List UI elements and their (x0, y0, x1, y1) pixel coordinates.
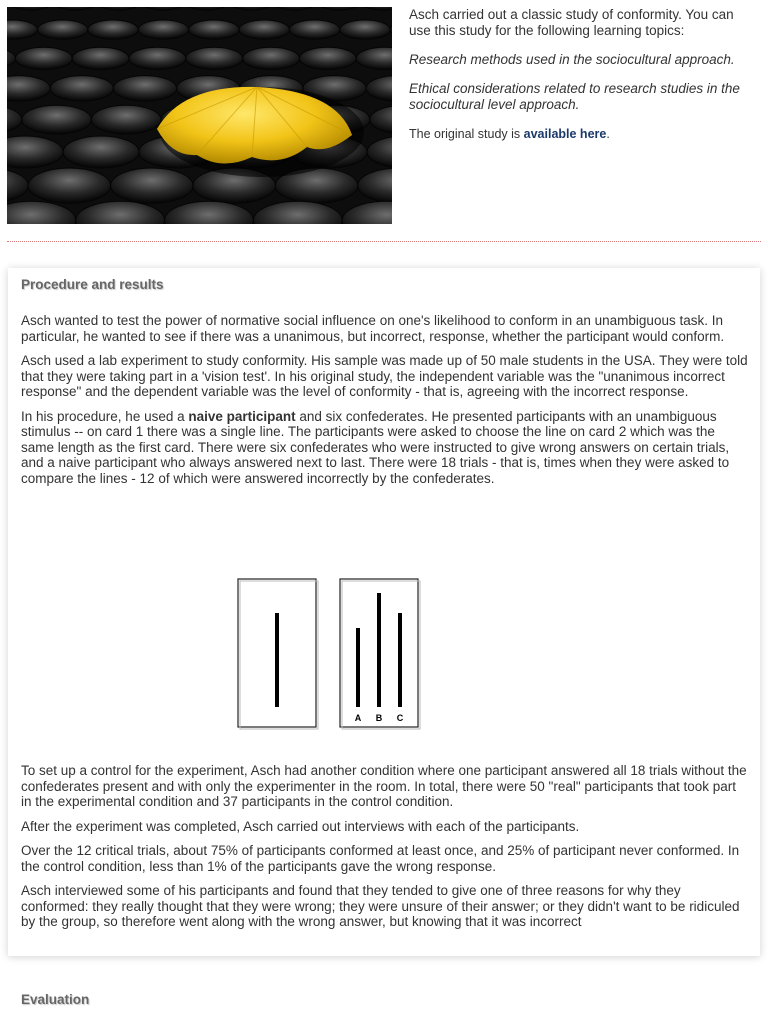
hero-image-umbrellas (7, 7, 392, 224)
black-umbrella (239, 20, 289, 39)
black-umbrella (340, 20, 390, 39)
original-study-link[interactable]: available here (523, 127, 607, 141)
black-umbrella (28, 168, 110, 203)
black-umbrella (138, 20, 188, 39)
black-umbrella (243, 47, 300, 69)
black-umbrella (63, 136, 139, 168)
label-c: C (396, 713, 404, 723)
black-umbrella (129, 47, 186, 69)
learning-topic-1: Research methods used in the sociocultural approach. (409, 52, 735, 67)
naive-participant-term: naive participant (188, 408, 296, 424)
procedure-paragraph-7: Asch interviewed some of his participants and found that they tended to give one of three reasons for why they conformed: they really thought that they were wrong; they were unsure of their answer; or they didn't want to be ridiculed by the group, so therefore went along with the wrong answer, but knowing that it was incorrect (21, 883, 740, 929)
black-umbrella (299, 47, 356, 69)
procedure-paragraph-6: Over the 12 critical trials, about 75% of participants conformed at least once, and 25% of participant never conformed. In the control condition, less than 1% of the participants gave the wrong response. (21, 843, 740, 874)
black-umbrella (111, 168, 193, 203)
label-b: B (375, 713, 383, 723)
section-divider (7, 241, 761, 242)
black-umbrella (15, 47, 72, 69)
black-umbrella (289, 20, 339, 39)
learning-topic-2: Ethical considerations related to research studies in the sociocultural level approach. (409, 81, 740, 112)
black-umbrella (37, 20, 87, 39)
black-umbrella (113, 76, 176, 102)
procedure-paragraph-3-b: and six confederates. He presented participants with an unambiguous stimulus -- on card 1 there was a single line. The participants were asked to choose the line on card 2 which was the same length as the first card. There were six confederates who were instructed to give wrong answers on certain trials, and a naive participant who always answered next to last. There were 18 trials - that is, times when they were asked to compare the lines - 12 of which were answered incorrectly by the confederates. (21, 408, 730, 486)
black-umbrella (22, 105, 92, 134)
black-umbrella (72, 47, 129, 69)
procedure-paragraph-1: Asch wanted to test the power of normative social influence on one's likelihood to conform in an unambiguous task. In particular, he wanted to see if there was a unanimous, but incorrect, response, whether the participant would conform. (21, 313, 725, 344)
label-a: A (354, 713, 362, 723)
umbrellas-illustration (7, 7, 392, 224)
black-umbrella (186, 47, 243, 69)
procedure-text-top (21, 313, 748, 495)
procedure-paragraph-4: To set up a control for the experiment, Asch had another condition where one participant answered all 18 trials without the confederates present and with only the experimenter in the room. In total, there were 50 "real" participants that took part in the experimental condition and 37 participants in the control condition. (21, 763, 747, 809)
intro-text: Asch carried out a classic study of conformity. You can use this study for the following learning topics: (409, 7, 734, 38)
procedure-paragraph-3 (21, 409, 748, 487)
original-study-suffix: . (606, 127, 610, 141)
procedure-paragraph-2: Asch used a lab experiment to study conformity. His sample was made up of 50 male students in the USA. They were told that they were taking part in a 'vision test'. In his original study, the independent variable was the "unanimous incorrect response" and the dependent variable was the level of conformity - that is, agreeing with the incorrect response. (21, 353, 748, 399)
procedure-paragraph-5: After the experiment was completed, Asch carried out interviews with each of the participants. (21, 818, 580, 834)
procedure-title: Procedure and results (21, 277, 164, 292)
original-study-prefix: The original study is (409, 127, 524, 141)
black-umbrella (189, 20, 239, 39)
evaluation-title: Evaluation (21, 992, 90, 1007)
procedure-text-bottom (21, 763, 748, 939)
black-umbrella (50, 76, 113, 102)
black-umbrella (88, 20, 138, 39)
asch-line-cards-diagram (234, 575, 422, 730)
black-umbrella (91, 105, 161, 134)
intro-block (409, 7, 754, 155)
procedure-paragraph-3-a: In his procedure, he used a (21, 408, 189, 424)
original-study-line (409, 126, 754, 142)
